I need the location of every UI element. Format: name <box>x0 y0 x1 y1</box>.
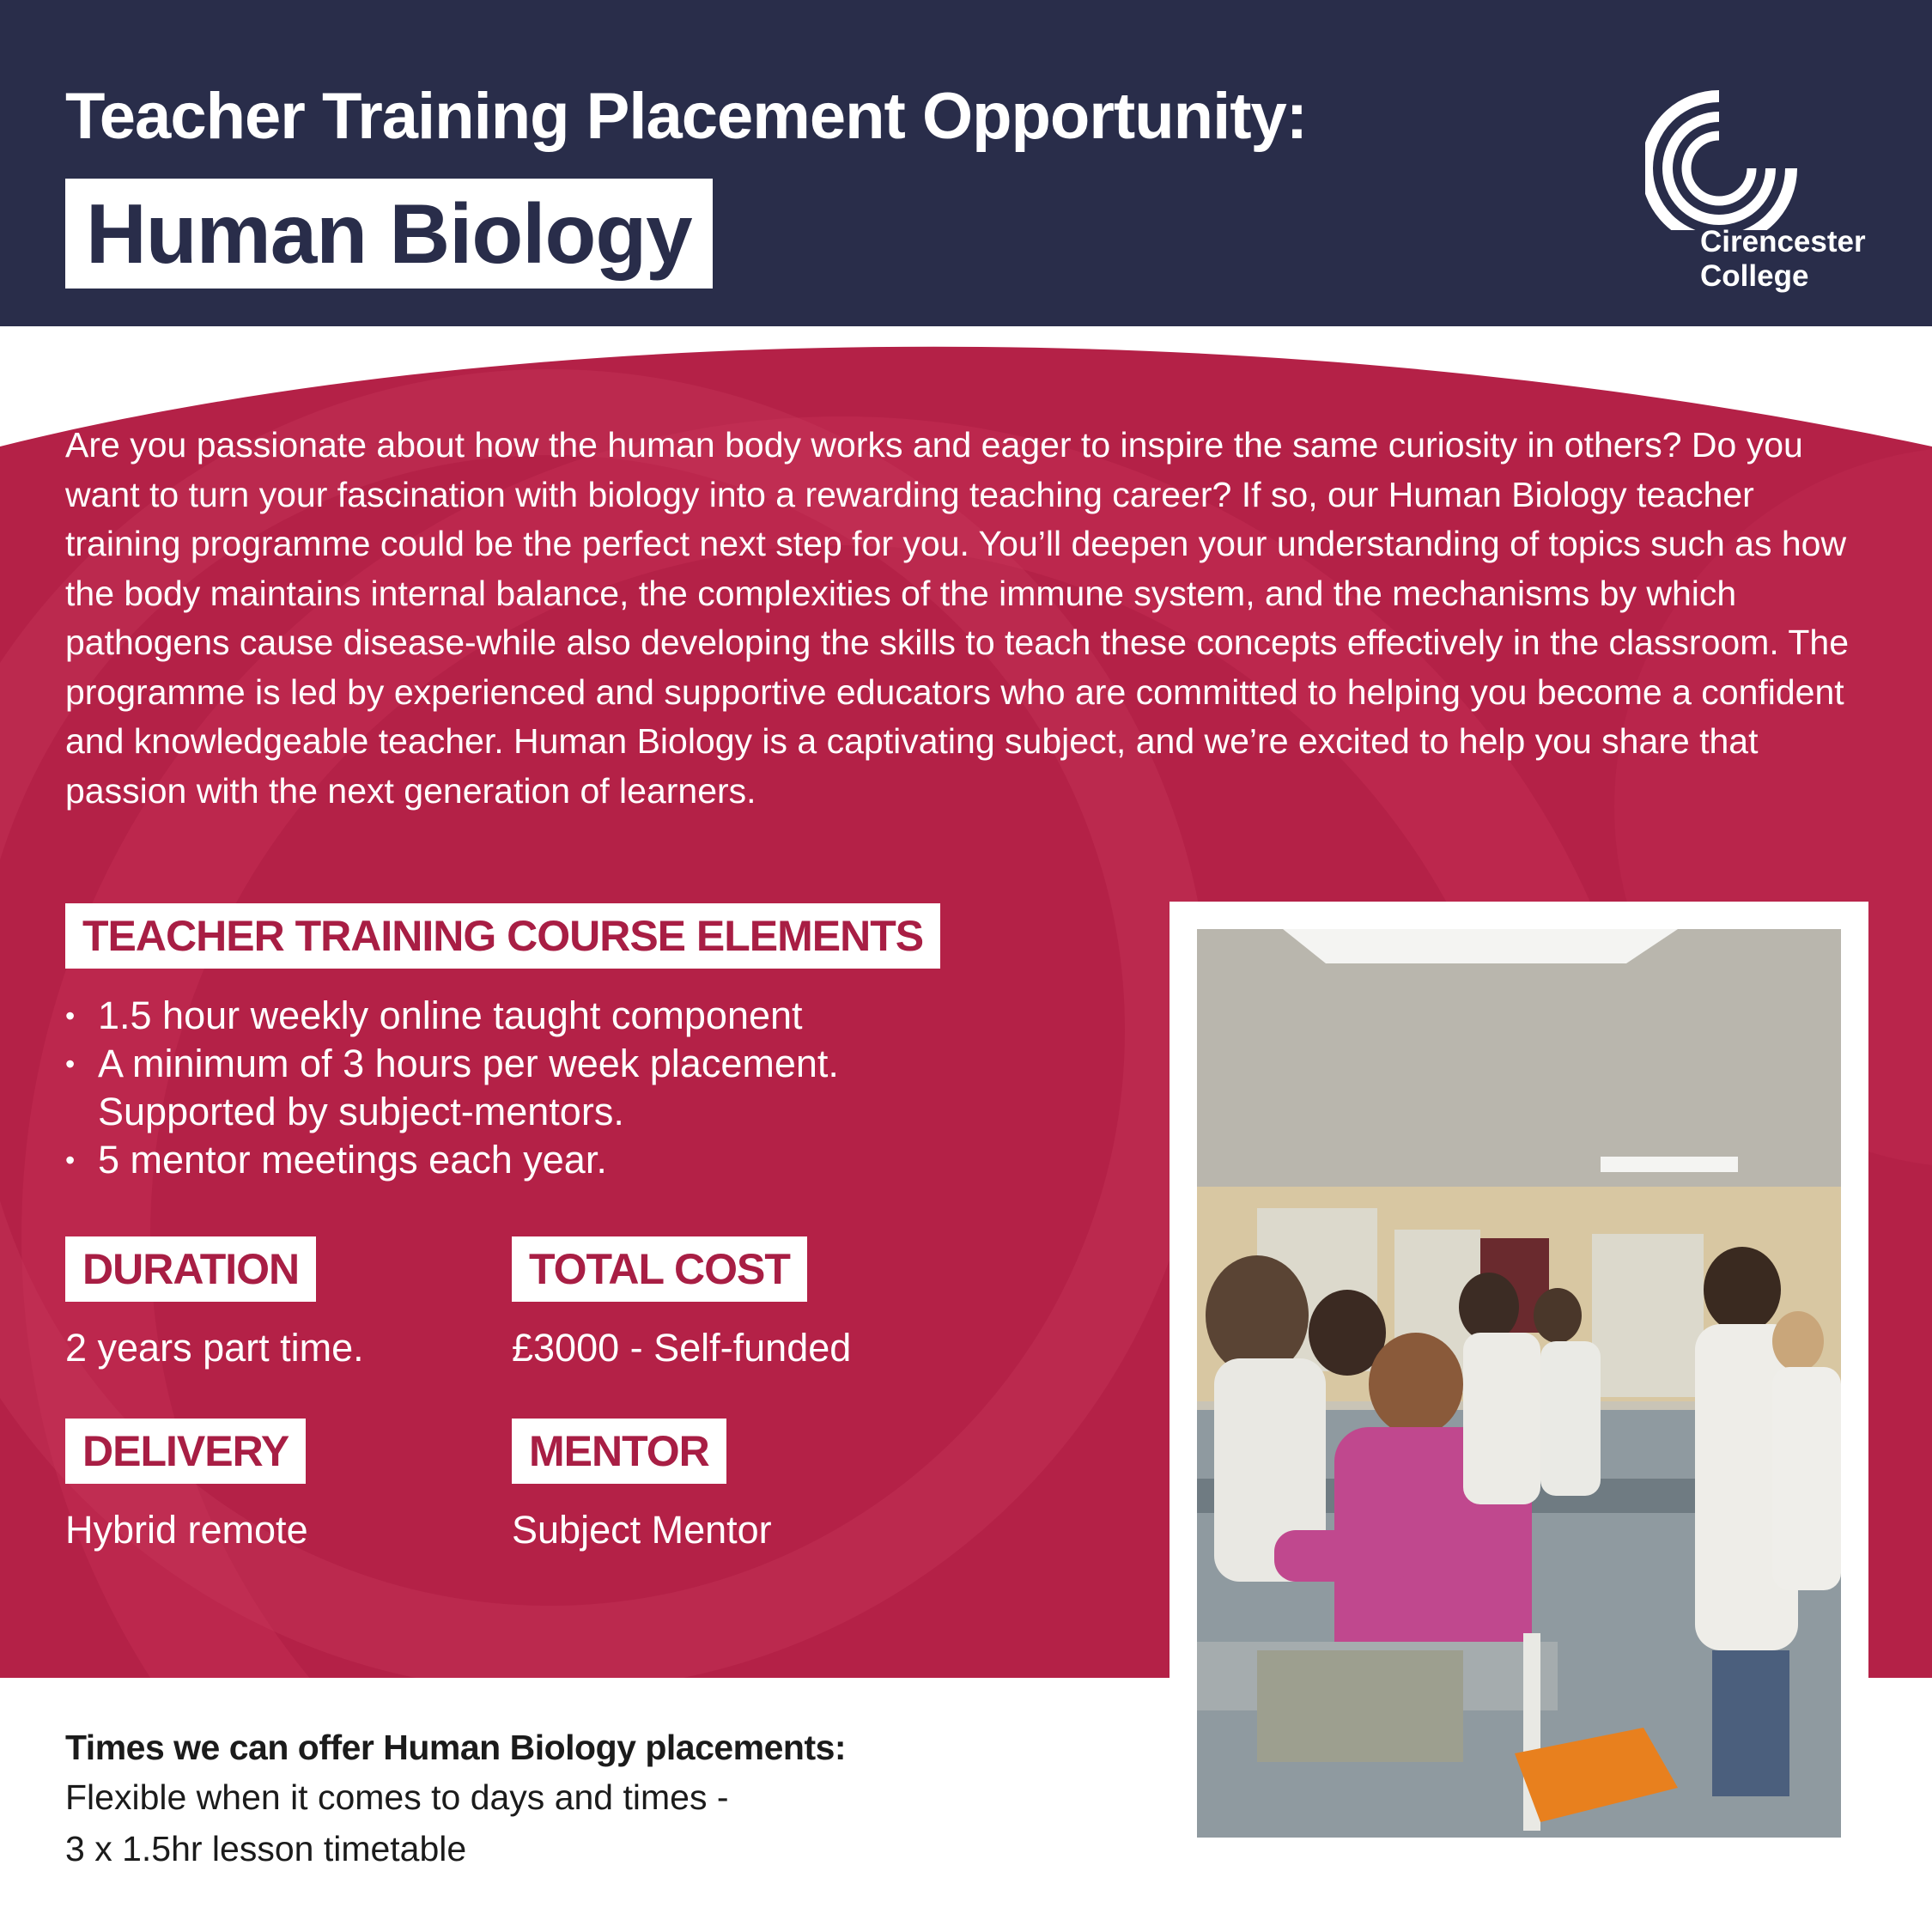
course-elements-heading <box>65 903 940 969</box>
college-logo <box>1637 76 1866 299</box>
placement-times-heading: Times we can offer Human Biology placements: <box>65 1728 847 1767</box>
course-elements-list <box>65 992 957 1184</box>
subject-title: Human Biology <box>86 185 692 281</box>
placement-times-line-1: Flexible when it comes to days and times - <box>65 1777 729 1817</box>
delivery-label-box <box>65 1419 306 1484</box>
logo-wordmark <box>1700 225 1866 294</box>
delivery-value: Hybrid remote <box>65 1508 308 1552</box>
list-item: • A minimum of 3 hours per week placement. Supported by subject-mentors. <box>65 1040 922 1136</box>
list-item: • 5 mentor meetings each year. <box>65 1136 957 1184</box>
total-cost-value: £3000 - Self-funded <box>512 1326 852 1370</box>
duration-label: DURATION <box>82 1245 300 1293</box>
intro-paragraph: Are you passionate about how the human body works and eager to inspire the same curiosity in others? Do you want to turn your fascination with biology into a rewarding teaching career? If so, our Human Biology teacher training programme could be the perfect next step for you. You’ll deepen your understanding of topics such as how the body maintains internal balance, the complexities of the immune system, and the mechanisms by which pathogens cause disease-while also developing the skills to teach these concepts effectively in the classroom. The programme is led by experienced and supportive educators who are committed to helping you become a confident and knowledgeable teacher. Human Biology is a captivating subject, and we’re excited to help you share that passion with the next generation of learners. <box>65 425 1850 811</box>
mentor-label: MENTOR <box>529 1427 709 1475</box>
photo-frame <box>1170 902 1868 1887</box>
course-elements-heading-text: TEACHER TRAINING COURSE ELEMENTS <box>82 912 924 960</box>
list-item: • 1.5 hour weekly online taught component <box>65 992 957 1040</box>
logo-line-1: Cirencester <box>1700 225 1866 258</box>
classroom-lab-illustration <box>1197 929 1841 1838</box>
mentor-value: Subject Mentor <box>512 1508 772 1552</box>
delivery-label: DELIVERY <box>82 1427 289 1475</box>
total-cost-label: TOTAL COST <box>529 1245 790 1293</box>
duration-label-box <box>65 1236 316 1302</box>
subject-label-box <box>65 179 713 289</box>
page-title: Teacher Training Placement Opportunity: <box>65 80 1308 153</box>
logo-line-2: College <box>1700 259 1809 293</box>
classroom-photo <box>1197 929 1841 1838</box>
placement-times-line-2: 3 x 1.5hr lesson timetable <box>65 1829 467 1868</box>
total-cost-label-box <box>512 1236 807 1302</box>
cirencester-college-logo-icon <box>1645 76 1817 230</box>
mentor-label-box <box>512 1419 726 1484</box>
duration-value: 2 years part time. <box>65 1326 364 1370</box>
